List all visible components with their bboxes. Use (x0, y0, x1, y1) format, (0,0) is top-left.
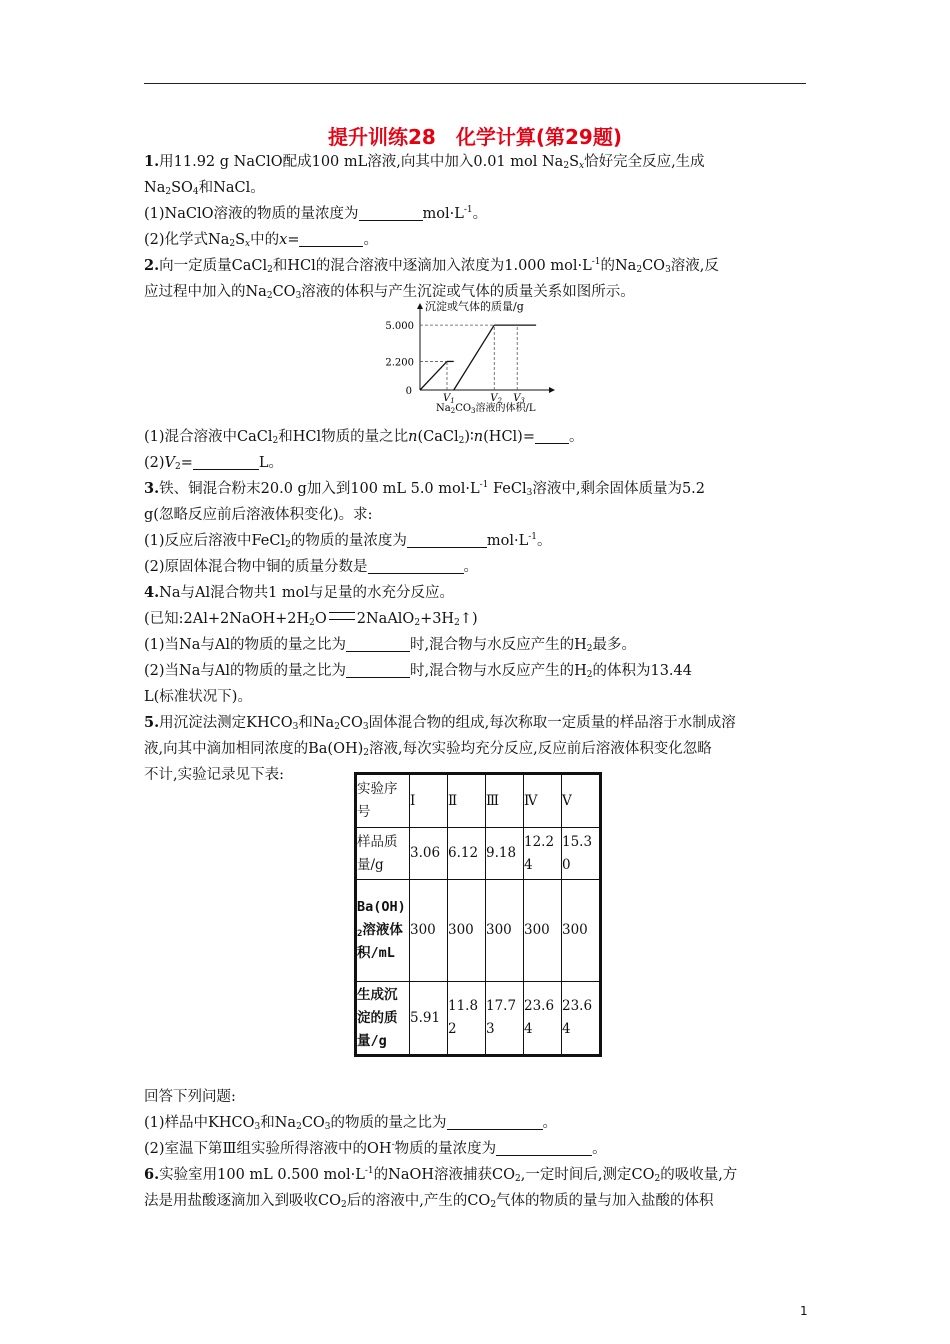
table-cell: Ⅰ (410, 774, 448, 828)
q2-part2: $(2)V_2= L$。 (144, 455, 284, 472)
table-cell: Ⅴ (562, 774, 601, 828)
q3-part2: (2)原固体混合物中铜的质量分数是 。 (144, 559, 479, 575)
q4-part1: (1)当Na与Al的物质的量之比为 时,混合物与水反应产生的$H_2$最多。 (144, 637, 636, 654)
table-cell: 15.30 (562, 828, 601, 880)
table-cell: Ⅱ (448, 774, 486, 828)
table-cell: 23.64 (524, 982, 562, 1056)
table-cell: 300 (448, 880, 486, 982)
y-axis-label: 沉淀或气体的质量/g (425, 300, 524, 313)
q3-answer-blank-1[interactable] (407, 531, 487, 548)
q4-line1: 4.Na与Al混合物共1 mol与足量的水充分反应。 (144, 584, 455, 601)
q4-known: (已知$:2Al+2NaOH+2H_2O$ $2NaAlO_2+3H_2↑$) (144, 611, 478, 628)
table-cell: 实验序号 (356, 774, 410, 828)
q5-number: 5. (144, 714, 160, 731)
q1-line1: 1.用11.92 g NaClO配成100 mL溶液,向其中加入0.01 mol $Na_2S_x$恰好完全反应,生成 (144, 153, 705, 171)
x-tick-label: $V_1$ (443, 393, 455, 405)
equals-sign (329, 612, 355, 620)
origin-label: 0 (405, 386, 412, 397)
q3-part1: (1)反应后溶液中FeCl$_2$的物质的量浓度为 $mol\cdot L^{-1}$。 (144, 532, 552, 550)
q1-part2: (2)化学式$Na_2S_x$中的x= 。 (144, 232, 378, 249)
q2-answer-blank-1[interactable] (535, 427, 569, 444)
q2-number: 2. (144, 257, 160, 274)
q1-part1: (1)NaClO溶液的物质的量浓度为 $mol\cdot L^{-1}$。 (144, 205, 488, 222)
table-cell: 6.12 (448, 828, 486, 880)
q5-part2: (2)室温下第Ⅲ组实验所得溶液中的OH-物质的量浓度为 。 (144, 1140, 607, 1157)
q2-part1: (1)混合溶液中CaCl$_2$和HCl物质的量之比n(CaCl$_2$)∶n(HCl)= 。 (144, 429, 584, 446)
table-cell: $Ba(OH)_2$溶液体积/mL (356, 880, 410, 982)
x-tick-label: $V_3$ (513, 393, 525, 405)
q1-answer-blank-2[interactable] (299, 230, 363, 247)
series-segment-3 (454, 325, 495, 390)
q2-parts (144, 424, 810, 788)
x-tick-label: $V_2$ (490, 393, 502, 405)
table-cell: Ⅳ (524, 774, 562, 828)
q5-experiment-table (354, 772, 602, 1057)
q5-line2: 液,向其中滴加相同浓度的$Ba(OH)_2$溶液,每次实验均充分反应,反应前后溶液体积变化忽略 (144, 741, 712, 758)
q4-answer-blank-1[interactable] (346, 635, 410, 652)
q5-part1: (1)样品中$KHCO_3$和$Na_2CO_3$的物质的量之比为 。 (144, 1115, 558, 1132)
table-cell: 23.64 (562, 982, 601, 1056)
q5-answer-blank-2[interactable] (496, 1139, 592, 1156)
x-axis-label: $Na_2CO_3$溶液的体积/L (436, 403, 536, 415)
table-cell: 9.18 (486, 828, 524, 880)
q6-number: 6. (144, 1166, 160, 1183)
y-tick-label: 2.200 (385, 357, 414, 369)
page-title: 提升训练28 化学计算(第29题) (328, 125, 622, 149)
q5-line1: 5.用沉淀法测定$KHCO_3$和$Na_2CO_3$固体混合物的组成,每次称取一定质量的样品溶于水制成溶 (144, 714, 736, 732)
q5-answer-intro: 回答下列问题: (144, 1089, 236, 1105)
y-tick-label: 5.000 (385, 321, 414, 333)
table-cell: 300 (524, 880, 562, 982)
table-cell: 300 (562, 880, 601, 982)
q2-chart (384, 298, 564, 416)
q6-line2: 法是用盐酸逐滴加入到吸收$CO_2$后的溶液中,产生的$CO_2$气体的物质的量与加入盐酸的体积 (144, 1193, 714, 1210)
q3-answer-blank-2[interactable] (368, 557, 464, 574)
table-cell: 5.91 (410, 982, 448, 1056)
q2-line1: 2.向一定质量CaCl$_2$和HCl的混合溶液中逐滴加入浓度为1.000 $mol\cdot L^{-1}$的$Na_2CO_3$溶液,反 (144, 257, 719, 275)
header-rule (144, 83, 806, 84)
table-row (356, 880, 601, 982)
q3-number: 3. (144, 480, 160, 497)
table-cell: 300 (410, 880, 448, 982)
q2-chart-svg (384, 298, 564, 416)
q4-number: 4. (144, 584, 160, 601)
document-body (144, 149, 810, 305)
table-cell: 12.24 (524, 828, 562, 880)
q3-line1: 3.铁、铜混合粉末20.0 g加入到100 mL 5.0 $mol\cdot L^{-1}$ FeCl$_3$溶液中,剩余固体质量为5.2 (144, 480, 706, 498)
table-cell: 样品质量/g (356, 828, 410, 880)
q4-part2-cont: L(标准状况下)。 (144, 689, 252, 705)
q2-line2: 应过程中加入的$Na_2CO_3$溶液的体积与产生沉淀或气体的质量关系如图所示。 (144, 284, 635, 301)
table-cell: Ⅲ (486, 774, 524, 828)
q6-line1: 6.实验室用100 mL 0.500 $mol\cdot L^{-1}$的NaOH溶液捕获$CO_2$,一定时间后,测定$CO_2$的吸收量,方 (144, 1166, 738, 1184)
q1-answer-blank-1[interactable] (359, 204, 423, 221)
q5-questions (144, 1084, 810, 1214)
q3-line2: g(忽略反应前后溶液体积变化)。求: (144, 507, 373, 523)
q2-answer-blank-2[interactable] (193, 453, 259, 470)
q1-line2: $Na_2SO_4$和NaCl。 (144, 180, 265, 197)
q1-number: 1. (144, 153, 160, 170)
page-number: 1 (800, 1304, 808, 1318)
table-cell: 生成沉淀的质量/g (356, 982, 410, 1056)
series-segment-1 (420, 361, 447, 390)
table-row (356, 982, 601, 1056)
table-row (356, 774, 601, 828)
table-cell: 17.73 (486, 982, 524, 1056)
table-row (356, 828, 601, 880)
table-cell: 3.06 (410, 828, 448, 880)
table-cell: 11.82 (448, 982, 486, 1056)
q4-answer-blank-2[interactable] (346, 661, 410, 678)
q4-part2: (2)当Na与Al的物质的量之比为 时,混合物与水反应产生的$H_2$的体积为13.44 (144, 663, 692, 680)
q5-line3: 不计,实验记录见下表: (144, 767, 284, 783)
q5-answer-blank-1[interactable] (447, 1113, 543, 1130)
table-cell: 300 (486, 880, 524, 982)
